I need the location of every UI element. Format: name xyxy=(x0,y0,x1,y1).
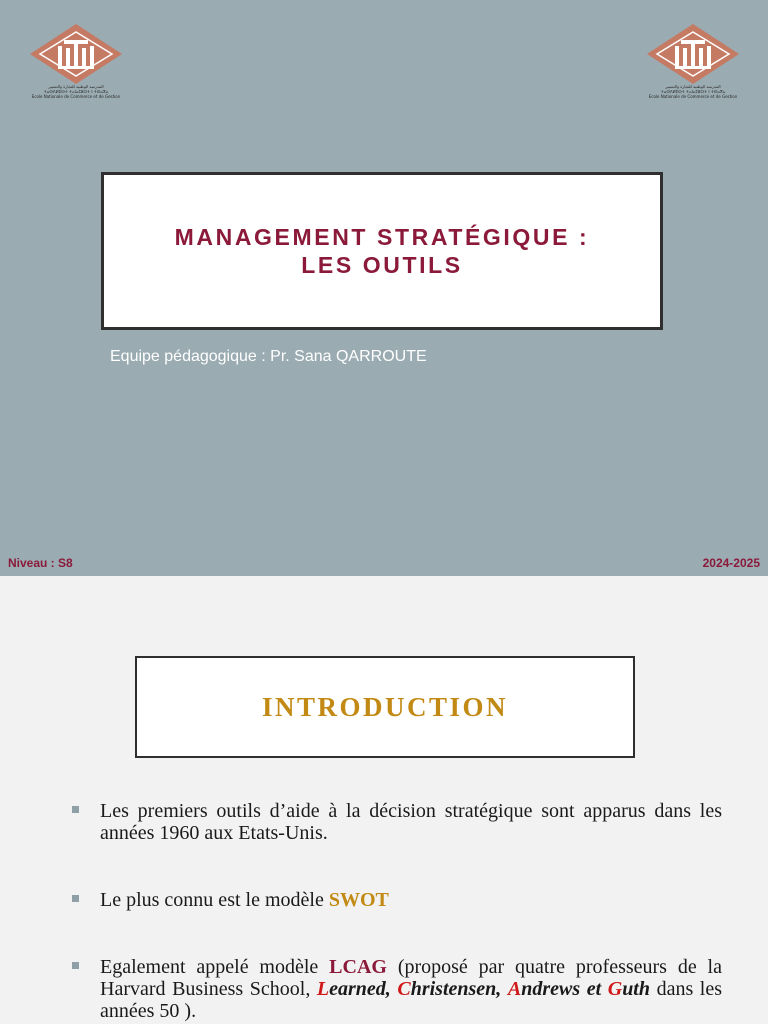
logo-french-text: Ecole Nationale de Commerce et de Gestion xyxy=(31,94,121,99)
bullet-text-part: Le plus connu est le modèle xyxy=(100,889,329,911)
intro-heading: INTRODUCTION xyxy=(261,691,509,722)
author-name xyxy=(508,978,580,1000)
title-box xyxy=(101,172,663,330)
logo-arabic-text: المدرسة الوطنية للتجارة والتسيير xyxy=(48,84,104,89)
author-conjunction: et xyxy=(586,978,602,1000)
logo-arabic-text: المدرسة الوطنية للتجارة والتسيير xyxy=(665,84,721,89)
author-rest: hristensen, xyxy=(410,978,502,1000)
author-initial: A xyxy=(507,978,522,1000)
school-logo-left xyxy=(28,22,124,99)
author-rest: ndrews xyxy=(521,978,581,1000)
square-bullet-icon xyxy=(72,895,79,902)
bullet-text-part: dans les années 50 ). xyxy=(100,978,723,1022)
author-name xyxy=(317,978,391,1000)
slide-title-line1: MANAGEMENT STRATÉGIQUE : xyxy=(174,224,590,250)
bullet-item xyxy=(72,800,722,844)
lcag-highlight: LCAG xyxy=(329,956,387,978)
bullet-text-part: (proposé par quatre professeurs de la Harvard Business School, xyxy=(100,956,722,1000)
author-initial: C xyxy=(397,978,411,1000)
author-name xyxy=(608,978,650,1000)
author-name xyxy=(397,978,501,1000)
academic-year: 2024-2025 xyxy=(702,556,760,570)
square-bullet-icon xyxy=(72,962,79,969)
bullet-text-part: Egalement appelé modèle xyxy=(100,956,330,978)
slide-introduction xyxy=(0,576,768,1024)
school-logo-right xyxy=(645,22,741,99)
logo-tifinagh-text: ⵜⴰⵙⴷⵍⵉⵙⵜ ⵜⴰⵏⴰⵎⵓⵔⵜ ⵏ ⵜⵙⴰⴳⴰ xyxy=(43,89,109,94)
bullet-item xyxy=(72,956,722,1022)
school-logo-emblem-icon xyxy=(28,22,124,84)
slide-title-line2: LES OUTILS xyxy=(301,252,463,278)
heading-box xyxy=(135,656,635,758)
bullet-item xyxy=(72,889,722,911)
bullet-text xyxy=(100,956,722,1022)
teaching-team: Equipe pédagogique : Pr. Sana QARROUTE xyxy=(110,348,427,365)
logo-french-text: Ecole Nationale de Commerce et de Gestion xyxy=(648,94,738,99)
school-logo-emblem-icon xyxy=(645,22,741,84)
level-label: Niveau : S8 xyxy=(8,556,73,570)
bullet-text xyxy=(100,889,722,911)
swot-highlight: SWOT xyxy=(328,889,389,911)
author-initial: L xyxy=(316,978,330,1000)
author-initial: G xyxy=(607,978,623,1000)
logo-tifinagh-text: ⵜⴰⵙⴷⵍⵉⵙⵜ ⵜⴰⵏⴰⵎⵓⵔⵜ ⵏ ⵜⵙⴰⴳⴰ xyxy=(660,89,726,94)
square-bullet-icon xyxy=(72,806,79,813)
author-rest: uth xyxy=(622,978,650,1000)
author-rest: earned, xyxy=(329,978,391,1000)
bullet-text: Les premiers outils d’aide à la décision stratégique sont apparus dans les années 1960 aux Etats-Unis. xyxy=(100,800,722,844)
